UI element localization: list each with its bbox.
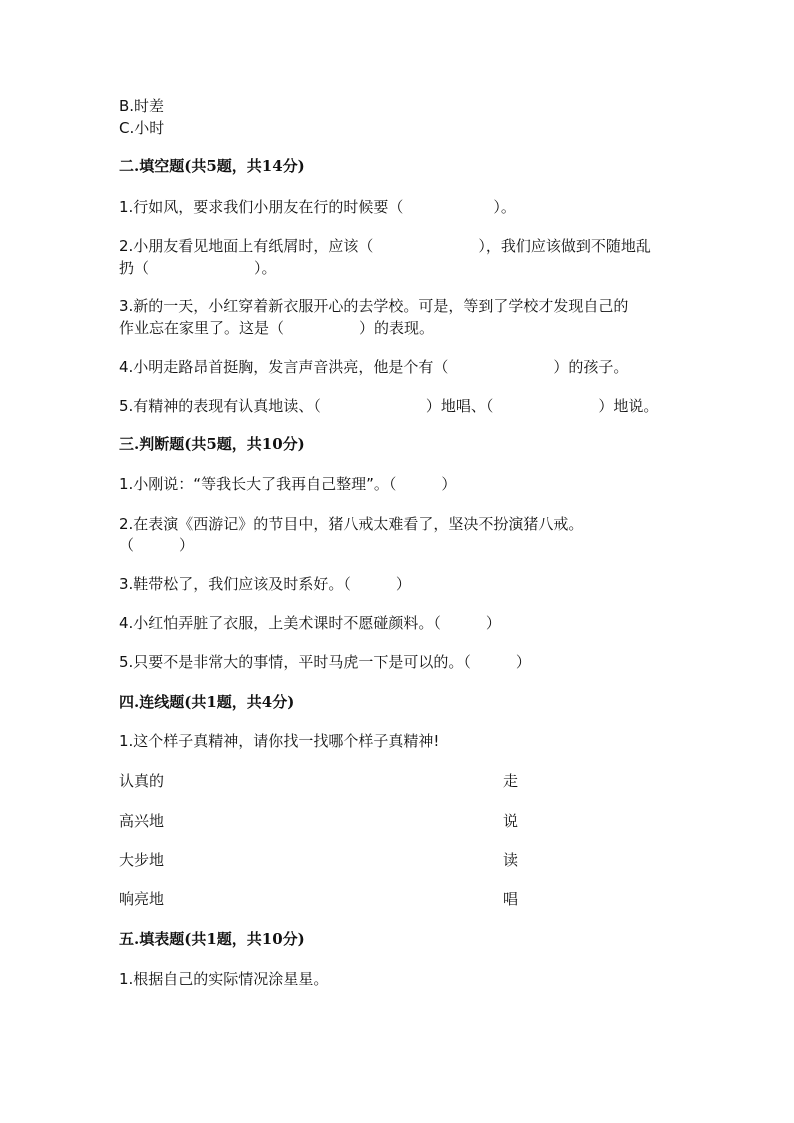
tf-question-1: 1.小刚说：“等我长大了我再自己整理”。（ ） [119, 475, 457, 493]
fill-question-2-line-1: 2.小朋友看见地面上有纸屑时，应该（ ），我们应该做到不随地乱 [119, 237, 651, 255]
tf-question-2-line-1: 2.在表演《西游记》的节目中，猪八戒太难看了，坚决不扮演猪八戒。 [119, 515, 584, 533]
match-right-item: 读 [503, 851, 519, 869]
section-heading-fill-blank: 二.填空题(共5题，共14分) [119, 157, 305, 175]
section-heading-matching: 四.连线题(共1题，共4分) [119, 693, 295, 711]
table-question: 1.根据自己的实际情况涂星星。 [119, 970, 329, 988]
section-heading-true-false: 三.判断题(共5题，共10分) [119, 435, 305, 453]
tf-question-4: 4.小红怕弄脏了衣服，上美术课时不愿碰颜料。（ ） [119, 614, 501, 632]
match-left-item: 响亮地 [119, 890, 165, 908]
match-left-item: 认真的 [119, 772, 165, 790]
match-left-item: 大步地 [119, 851, 165, 869]
tf-question-3: 3.鞋带松了，我们应该及时系好。（ ） [119, 575, 411, 593]
match-right-item: 说 [503, 812, 519, 830]
match-right-item: 走 [503, 772, 519, 790]
fill-question-3-line-1: 3.新的一天，小红穿着新衣服开心的去学校。可是，等到了学校才发现自己的 [119, 297, 629, 315]
match-right-item: 唱 [503, 890, 519, 908]
option-c: C.小时 [119, 119, 165, 137]
fill-question-3-line-2: 作业忘在家里了。这是（ ）的表现。 [119, 319, 435, 337]
option-b: B.时差 [119, 97, 165, 115]
tf-question-2-line-2: （ ） [119, 536, 195, 554]
fill-question-1: 1.行如风，要求我们小朋友在行的时候要（ ）。 [119, 198, 516, 216]
matching-question: 1.这个样子真精神，请你找一找哪个样子真精神! [119, 732, 440, 750]
section-heading-fill-table: 五.填表题(共1题，共10分) [119, 930, 305, 948]
fill-question-5: 5.有精神的表现有认真地读、（ ）地唱、（ ）地说。 [119, 397, 659, 415]
fill-question-4: 4.小明走路昂首挺胸，发言声音洪亮，他是个有（ ）的孩子。 [119, 358, 629, 376]
match-left-item: 高兴地 [119, 812, 165, 830]
fill-question-2-line-2: 扔（ ）。 [119, 259, 277, 277]
tf-question-5: 5.只要不是非常大的事情，平时马虎一下是可以的。（ ） [119, 653, 531, 671]
